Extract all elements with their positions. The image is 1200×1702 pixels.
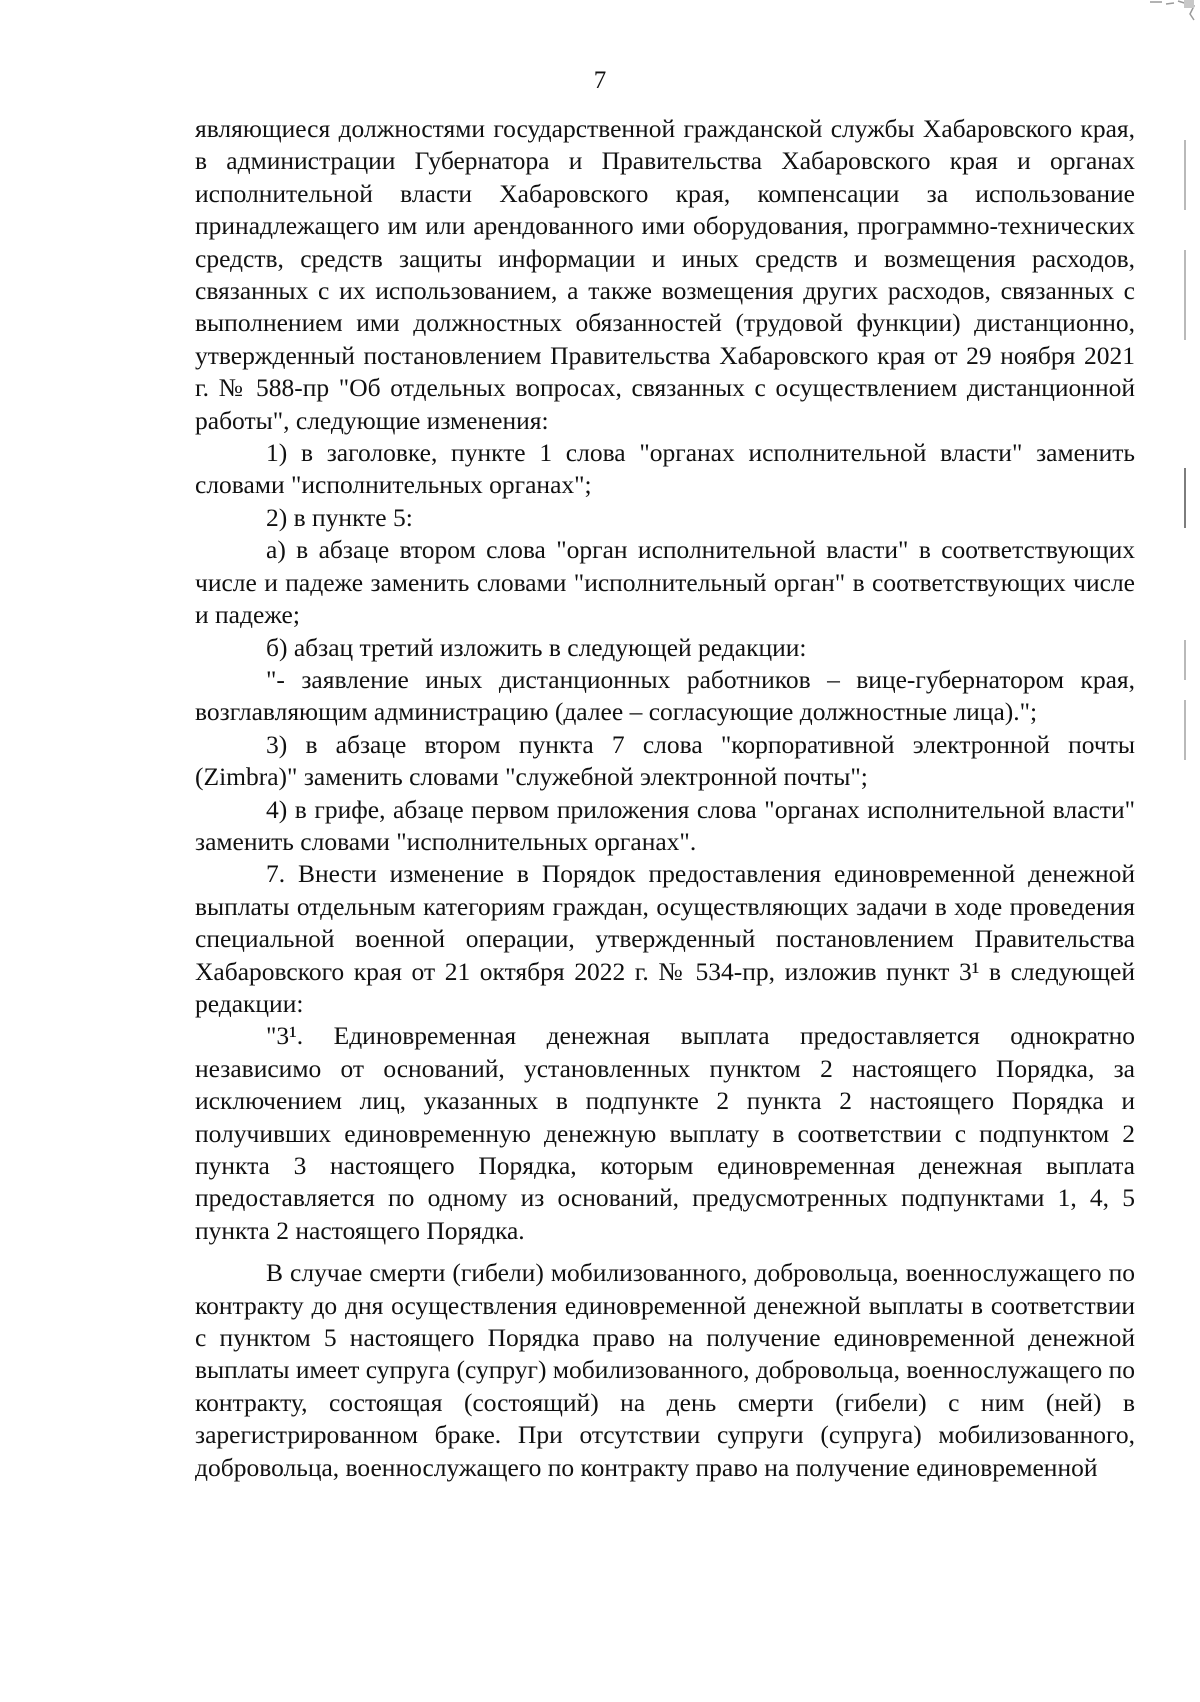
scan-edge-mark-5 (1184, 700, 1186, 760)
paragraph: 3) в абзаце втором пункта 7 слова "корпоративной электронной почты (Zimbra)" заменить словами "служебной электронной почты"; (195, 729, 1135, 792)
paragraph: 1) в заголовке, пункте 1 слова "органах исполнительной власти" заменить словами "исполнительных органах"; (195, 438, 1135, 500)
paragraph: б) абзац третий изложить в следующей редакции: (266, 632, 807, 662)
scan-corner-artifact (1144, 0, 1196, 22)
paragraph: В случае смерти (гибели) мобилизованного, добровольца, военнослужащего по контракту до дня осуществления единовременной денежной выплаты в соответствии с пунктом 5 настоящего Порядка право на получение единовременной денежной выплаты имеет супруга (супруг) мобилизованного, добровольца, военнослужащего по контракту, состоящая (состоящий) на день смерти (гибели) с ним (ней) в зарегистрированном браке. При отсутствии супруги (супруга) мобилизованного, добровольца, военнослужащего по контракту право на получение единовременной (195, 1258, 1135, 1482)
document-body (195, 113, 1135, 1484)
paragraph: "3¹. Единовременная денежная выплата предоставляется однократно независимо от оснований, установленных пунктом 2 настоящего Порядка, за исключением лиц, указанных в подпункте 2 пункта 2 настоящего Порядка и получивших единовременную денежную выплату в соответствии с подпунктом 2 пункта 3 настоящего Порядка, которым единовременная денежная выплата предоставляется по одному из оснований, предусмотренных подпунктами 1, 4, 5 пункта 2 настоящего Порядка. (195, 1021, 1135, 1245)
paragraph: 7. Внести изменение в Порядок предоставления единовременной денежной выплаты отдельным категориям граждан, осуществляющих задачи в ходе проведения специальной военной операции, утвержденный постановлением Правительства Хабаровского края от 21 октября 2022 г. № 534-пр, изложив пункт 3¹ в следующей редакции: (195, 859, 1135, 1018)
paragraph: являющиеся должностями государственной гражданской службы Хабаровского края, в администрации Губернатора и Правительства Хабаровского края и органах исполнительной власти Хабаровского края, компенсации за использование принадлежащего им или арендованного ими оборудования, программно-технических средств, средств защиты информации и иных средств и возмещения расходов, связанных с их использованием, а также возмещения других расходов, связанных с выполнением ими должностных обязанностей (трудовой функции) дистанционно, утвержденный постановлением Правительства Хабаровского края от 29 ноября 2021 г. № 588-пр "Об отдельных вопросах, связанных с осуществлением дистанционной работы", следующие изменения: (195, 114, 1135, 435)
scan-edge-mark-1 (1184, 140, 1186, 210)
page-number: 7 (593, 67, 607, 94)
scan-edge-mark-2 (1184, 250, 1186, 340)
paragraph: а) в абзаце втором слова "орган исполнительной власти" в соответствующих числе и падеже заменить словами "исполнительный орган" в соответствующих числе и падеже; (195, 535, 1135, 630)
scan-edge-mark-3 (1184, 468, 1186, 528)
scan-edge-mark-4 (1184, 640, 1186, 680)
paragraph: 2) в пункте 5: (266, 502, 413, 532)
paragraph: 4) в грифе, абзаце первом приложения слова "органах исполнительной власти" заменить словами "исполнительных органах". (195, 794, 1135, 856)
paragraph: "- заявление иных дистанционных работников – вице-губернатором края, возглавляющим администрацию (далее – согласующие должностные лица)."; (195, 664, 1135, 727)
